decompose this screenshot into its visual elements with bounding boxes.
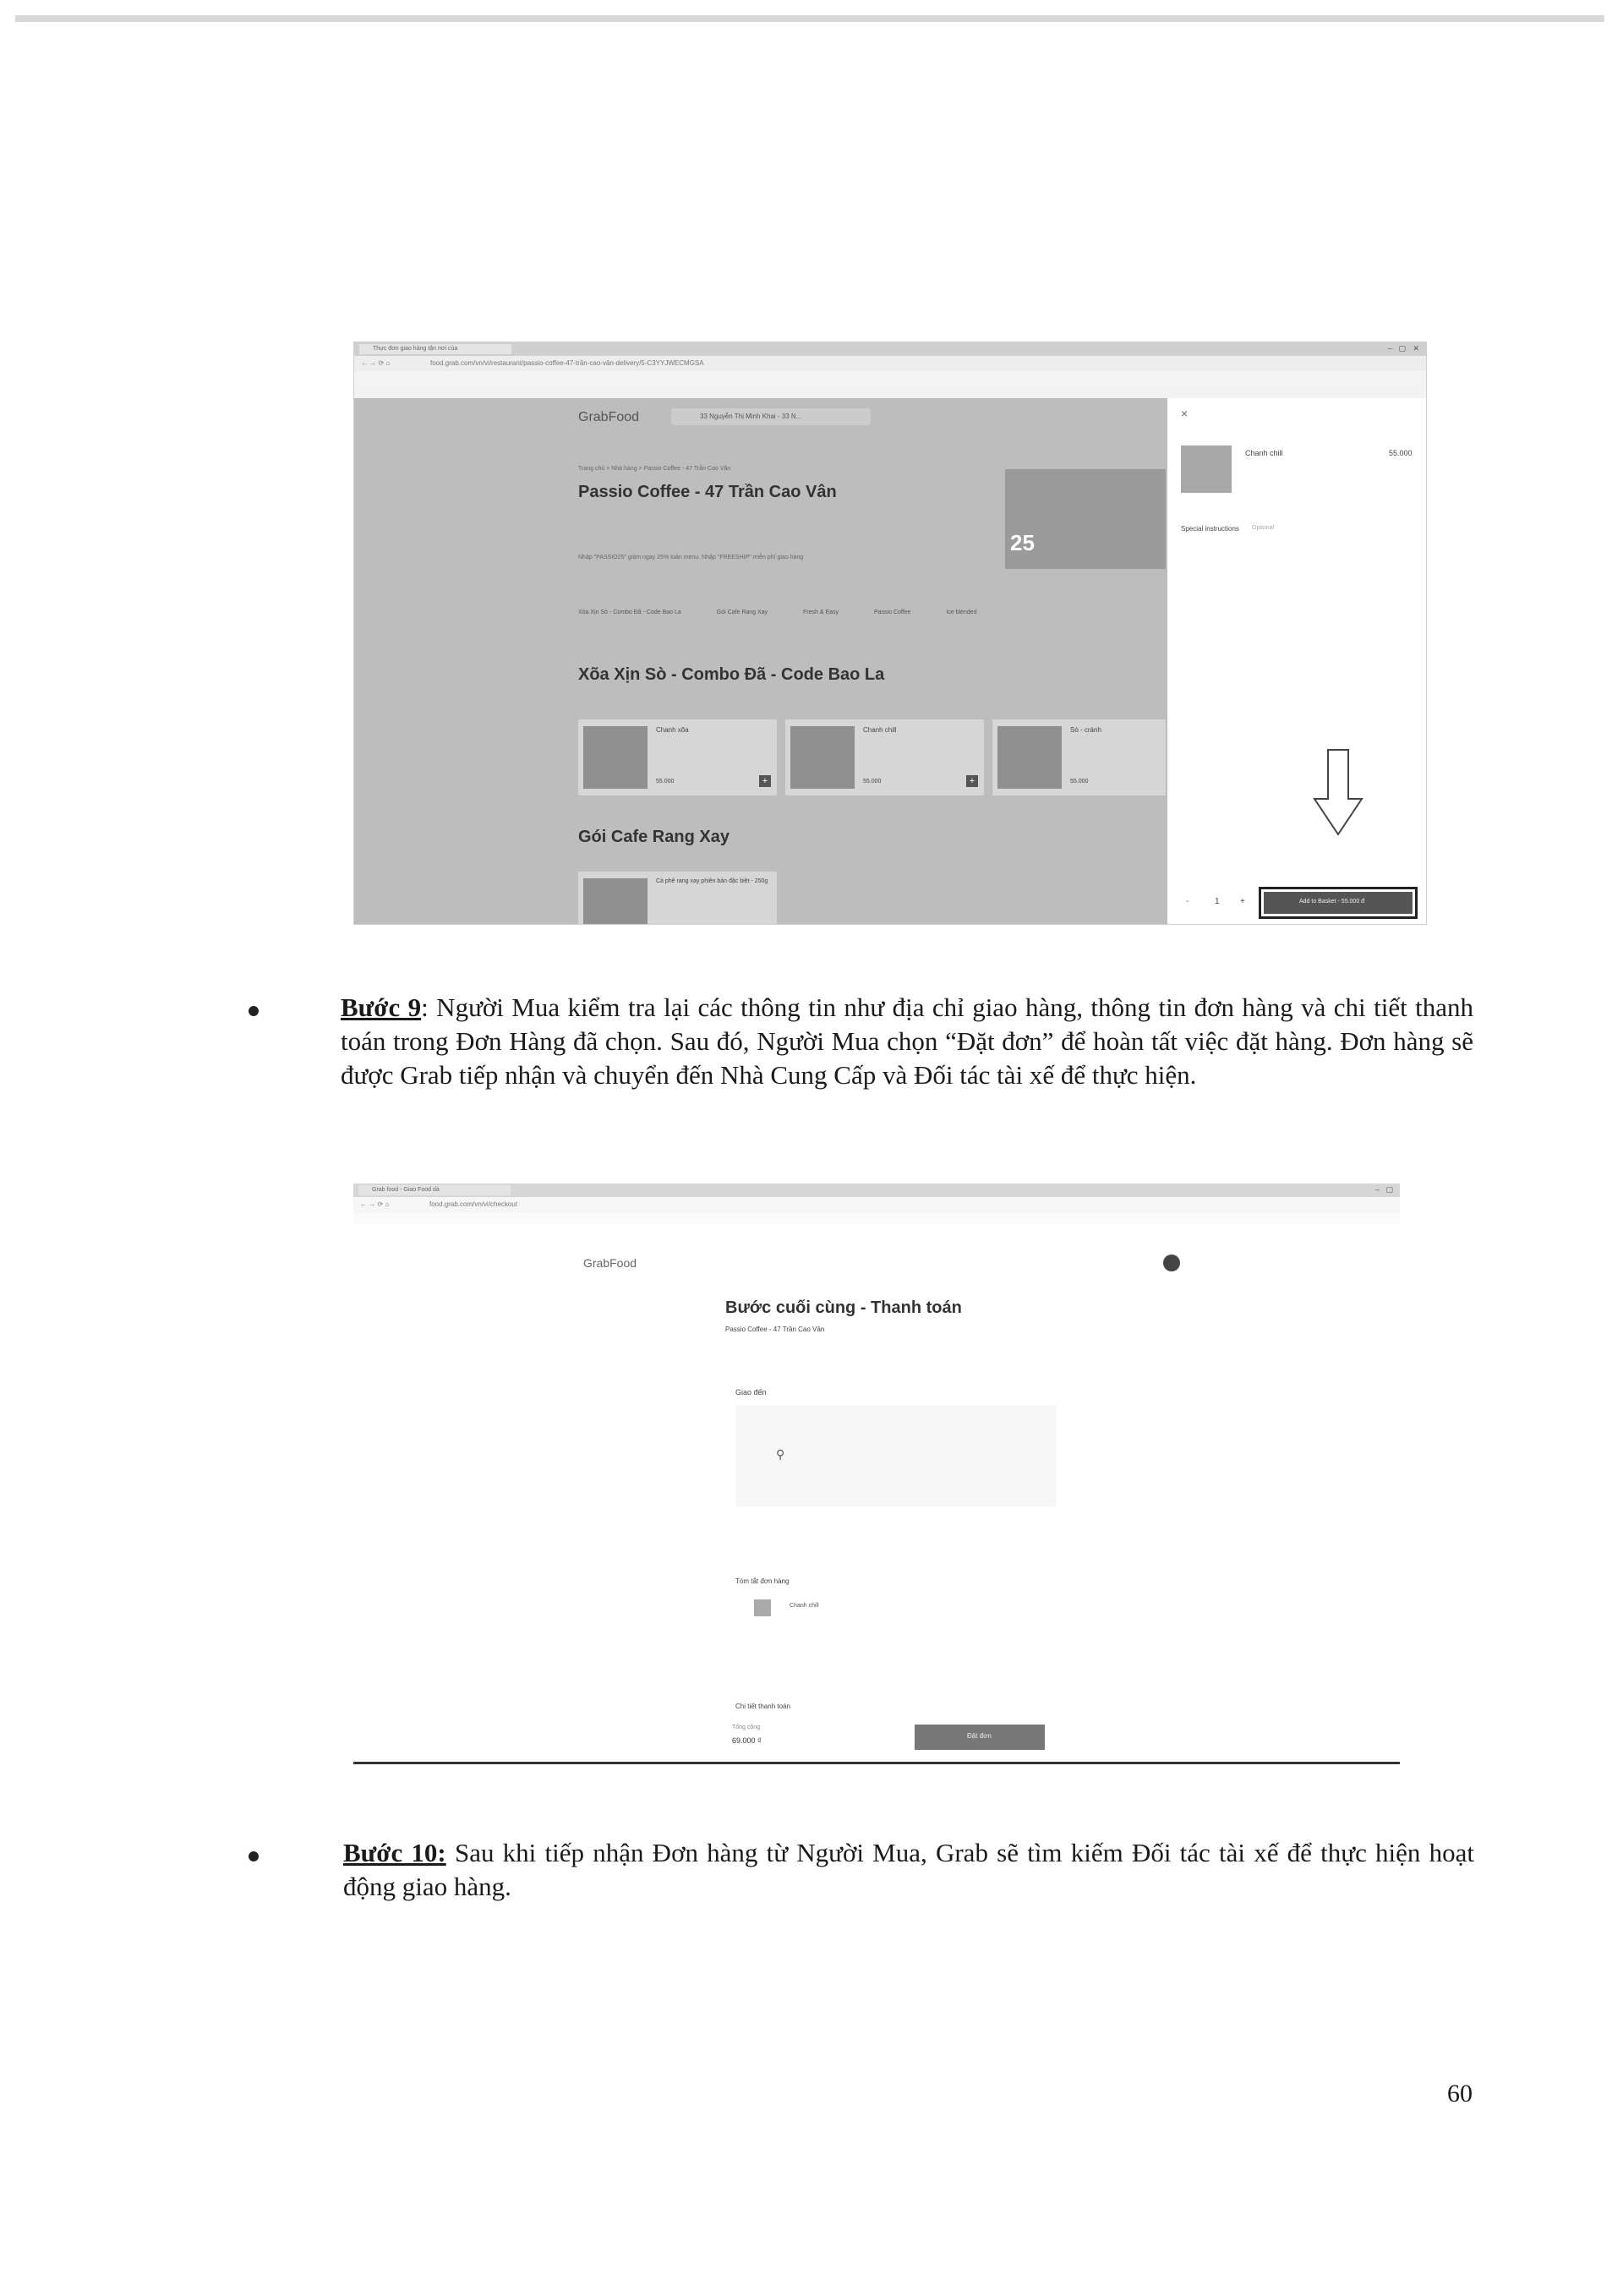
panel-item-price: 55.000	[1389, 449, 1413, 457]
minimize-icon[interactable]: –	[1387, 344, 1392, 353]
bookmarks-bar	[353, 1212, 1400, 1224]
section-title-cafe-rang-xay: Gói Cafe Rang Xay	[578, 828, 730, 846]
tab-passio-coffee[interactable]: Passio Coffee	[873, 610, 911, 615]
order-summary-heading: Tóm tắt đơn hàng	[735, 1577, 790, 1585]
section-title-combo: Xõa Xịn Sò - Combo Đã - Code Bao La	[578, 665, 885, 684]
panel-item-image	[1181, 446, 1232, 493]
quantity-value: 1	[1215, 897, 1220, 906]
nav-arrows-icon[interactable]: ← → ⟳ ⌂	[360, 1200, 390, 1208]
grabfood-logo[interactable]: GrabFood	[578, 410, 640, 424]
tab-ice-blended[interactable]: Ice blended	[946, 610, 977, 615]
item-detail-panel	[1167, 398, 1426, 924]
menu-item-image	[790, 726, 855, 789]
close-icon[interactable]: ×	[1181, 407, 1189, 420]
menu-item-price: 55.000	[863, 779, 882, 784]
maximize-icon[interactable]: ▢	[1398, 344, 1406, 353]
banner-promo-number: 25	[1010, 530, 1035, 555]
address-chip[interactable]	[671, 408, 871, 425]
menu-item-image	[997, 726, 1062, 789]
add-to-basket-button[interactable]	[1259, 887, 1418, 919]
restaurant-banner	[1005, 469, 1166, 569]
arrow-down-icon	[1313, 748, 1363, 836]
menu-item-card[interactable]	[992, 719, 1166, 795]
menu-item-name: Sò - cránh	[1070, 726, 1101, 734]
url-text: food.grab.com/vn/vi/restaurant/passio-coffee-47-trần-cao-vân-delivery/5-C3YYJWECMGSA	[430, 359, 704, 367]
url-text: food.grab.com/vn/vi/checkout	[429, 1200, 518, 1208]
add-to-basket-label: Add to Basket - 55.000 đ	[1299, 899, 1365, 905]
menu-item-card[interactable]	[785, 719, 984, 795]
browser-tab[interactable]: Thực đơn giao hàng tận nơi của	[359, 344, 511, 354]
special-instructions-input[interactable]: Optional	[1252, 525, 1275, 531]
order-item-image	[754, 1599, 771, 1616]
menu-item-name: Cà phê rang xay phiên bản đặc biệt - 250g	[656, 878, 768, 884]
deliver-to-heading: Giao đến	[735, 1388, 767, 1397]
place-order-label: Đặt đơn	[967, 1732, 992, 1740]
menu-item-image	[583, 726, 648, 789]
step10-label: Bước 10:	[343, 1838, 446, 1867]
browser-tab-bar	[354, 342, 1426, 356]
user-avatar[interactable]	[1163, 1255, 1180, 1271]
close-window-icon[interactable]: ✕	[1413, 344, 1419, 353]
address-chip-text: 33 Nguyễn Thị Minh Khai - 33 N...	[700, 413, 802, 420]
menu-item-name: Chanh chill	[863, 726, 897, 734]
menu-item-name: Chanh xõa	[656, 726, 689, 734]
nav-arrows-icon[interactable]: ← → ⟳ ⌂	[361, 359, 391, 367]
menu-item-price: 55.000	[656, 779, 675, 784]
map-pin-icon: ⚲	[776, 1447, 785, 1461]
tab-combo[interactable]: Xỏa Xịn Sò - Combo Đã - Code Bao La	[578, 610, 681, 615]
browser-tab-bar	[353, 1184, 1400, 1197]
quantity-plus[interactable]: +	[1240, 897, 1245, 906]
step9-paragraph	[341, 991, 1473, 1092]
screenshot-bottom-rule	[353, 1762, 1400, 1764]
place-order-button[interactable]	[915, 1725, 1045, 1750]
breadcrumb[interactable]: Trang chủ > Nhà hàng > Passio Coffee - 47 Trần Cao Văn	[578, 466, 731, 472]
delivery-map[interactable]	[735, 1405, 1057, 1506]
payment-details-heading: Chi tiết thanh toán	[735, 1703, 790, 1710]
quantity-minus[interactable]: -	[1186, 897, 1189, 906]
menu-item-image	[583, 878, 648, 924]
menu-item-price: 55.000	[1070, 779, 1089, 784]
promo-line: Nhập "PASSIO25" giảm ngay 25% toàn menu. Nhập "FREESHIP" miễn phí giao hàng	[578, 555, 804, 560]
order-item-name: Chanh chill	[790, 1603, 819, 1609]
special-instructions-label: Special instructions	[1181, 525, 1239, 533]
browser-tab[interactable]: Grab food - Giao Food dà	[358, 1185, 511, 1195]
panel-item-name: Chanh chill	[1245, 449, 1283, 457]
checkout-title: Bước cuối cùng - Thanh toán	[725, 1298, 962, 1317]
screenshot-grabfood-checkout	[353, 1184, 1400, 1767]
maximize-icon[interactable]: ▢	[1385, 1185, 1393, 1194]
restaurant-name: Passio Coffee - 47 Trần Cao Vân	[578, 483, 837, 501]
total-amount: 69.000 ₫	[732, 1736, 762, 1745]
step9-text: : Người Mua kiểm tra lại các thông tin như địa chỉ giao hàng, thông tin đơn hàng và chi tiết thanh toán trong Đơn Hàng đã chọn. Sau đó, Người Mua chọn “Đặt đơn” để hoàn tất việc đặt hàng. Đơn hàng sẽ được Grab tiếp nhận và chuyển đến Nhà Cung Cấp và Đối tác tài xế để thực hiện.	[341, 992, 1473, 1090]
screenshot-grabfood-menu	[353, 342, 1427, 925]
bullet	[249, 1851, 259, 1861]
bullet	[249, 1006, 259, 1016]
page-top-border	[15, 15, 1604, 22]
menu-item-card[interactable]	[578, 719, 777, 795]
category-tabs[interactable]	[578, 610, 1011, 615]
checkout-restaurant: Passio Coffee - 47 Trần Cao Vân	[725, 1326, 825, 1333]
menu-item-card[interactable]	[578, 872, 777, 924]
bookmarks-bar	[354, 371, 1426, 383]
step10-text: Sau khi tiếp nhận Đơn hàng từ Người Mua, Grab sẽ tìm kiếm Đối tác tài xế để thực hiện hoạt động giao hàng.	[343, 1838, 1475, 1901]
total-label: Tổng cộng	[732, 1725, 761, 1730]
address-bar[interactable]	[354, 356, 1426, 371]
tab-cafe-rang-xay[interactable]: Gói Cafe Rang Xay	[716, 610, 768, 615]
menu-page-dimmed	[354, 398, 1167, 924]
address-bar[interactable]	[353, 1197, 1400, 1212]
grabfood-logo[interactable]: GrabFood	[583, 1256, 637, 1270]
add-item-button[interactable]: +	[759, 775, 771, 787]
step10-paragraph	[343, 1836, 1474, 1904]
minimize-icon[interactable]: –	[1374, 1185, 1380, 1194]
tab-fresh-easy[interactable]: Fresh & Easy	[803, 610, 839, 615]
page-number: 60	[1447, 2080, 1473, 2107]
step9-label: Bước 9	[341, 992, 422, 1022]
add-item-button[interactable]: +	[966, 775, 978, 787]
